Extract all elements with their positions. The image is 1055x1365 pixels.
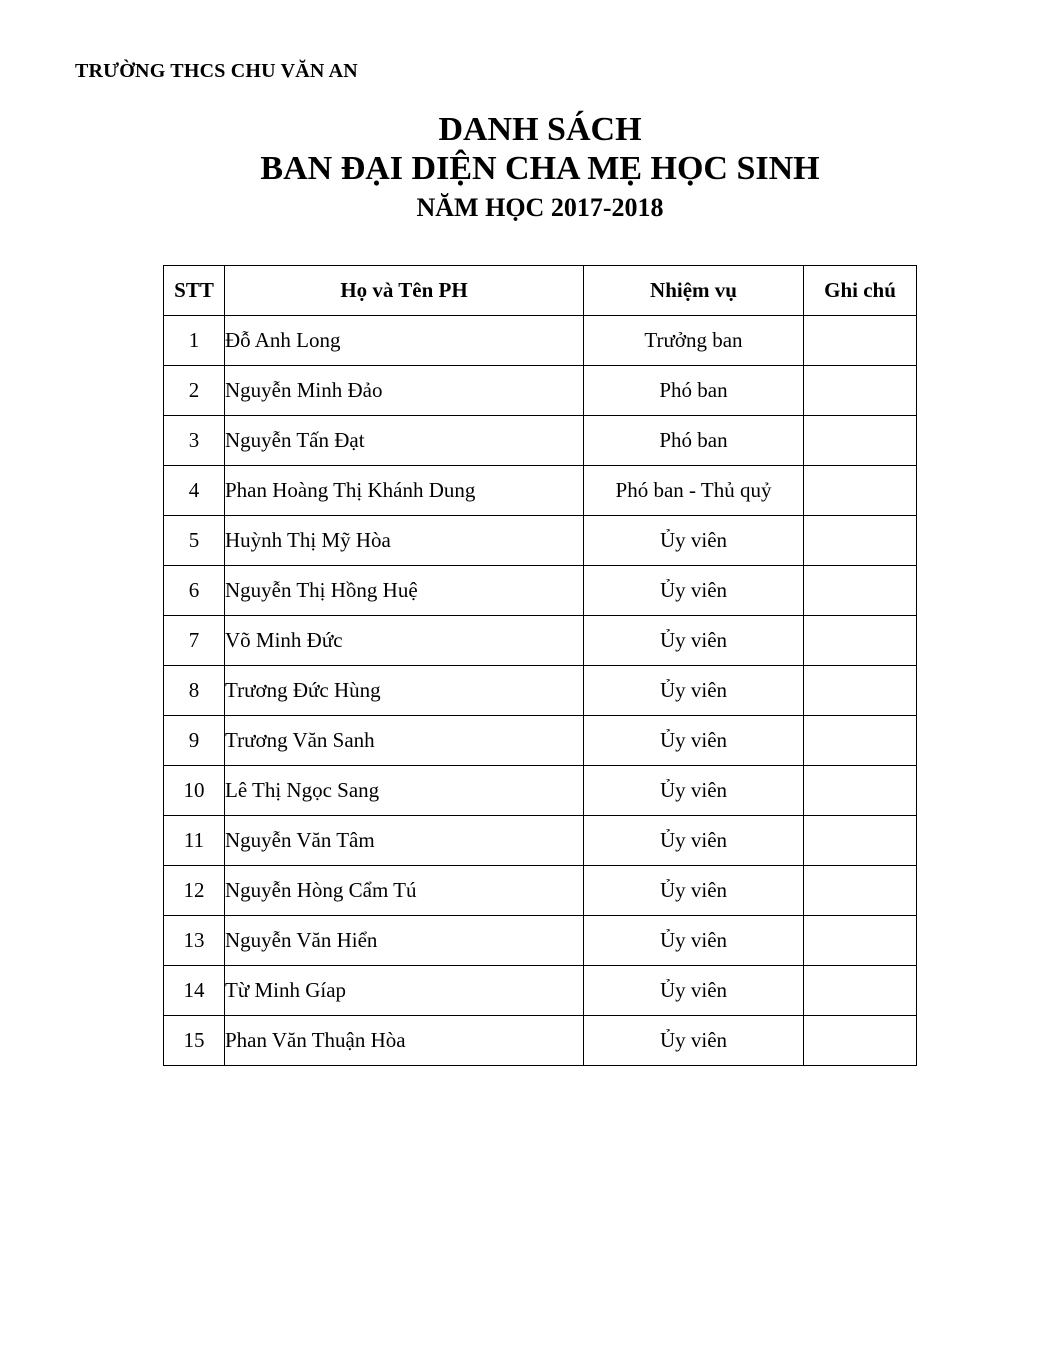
cell-role: Phó ban — [584, 366, 804, 416]
cell-name: Đỗ Anh Long — [225, 316, 584, 366]
cell-stt: 7 — [164, 616, 225, 666]
cell-note — [804, 666, 917, 716]
table-row — [164, 366, 917, 416]
cell-note — [804, 416, 917, 466]
cell-name: Trương Đức Hùng — [225, 666, 584, 716]
cell-stt: 2 — [164, 366, 225, 416]
cell-role: Ủy viên — [584, 916, 804, 966]
cell-role: Trưởng ban — [584, 316, 804, 366]
table-row — [164, 666, 917, 716]
cell-note — [804, 816, 917, 866]
cell-note — [804, 616, 917, 666]
cell-note — [804, 766, 917, 816]
cell-name: Phan Văn Thuận Hòa — [225, 1016, 584, 1066]
table-header-row — [164, 266, 917, 316]
cell-stt: 15 — [164, 1016, 225, 1066]
cell-name: Lê Thị Ngọc Sang — [225, 766, 584, 816]
cell-stt: 13 — [164, 916, 225, 966]
cell-note — [804, 916, 917, 966]
cell-stt: 11 — [164, 816, 225, 866]
cell-name: Nguyễn Tấn Đạt — [225, 416, 584, 466]
table-row — [164, 516, 917, 566]
cell-role: Ủy viên — [584, 616, 804, 666]
column-header-note: Ghi chú — [804, 266, 917, 316]
cell-name: Nguyễn Văn Hiển — [225, 916, 584, 966]
cell-note — [804, 316, 917, 366]
table-row — [164, 716, 917, 766]
cell-name: Phan Hoàng Thị Khánh Dung — [225, 466, 584, 516]
cell-role: Ủy viên — [584, 666, 804, 716]
cell-name: Nguyễn Minh Đảo — [225, 366, 584, 416]
document-subtitle: BAN ĐẠI DIỆN CHA MẸ HỌC SINH — [260, 150, 820, 187]
table-row — [164, 316, 917, 366]
cell-role: Ủy viên — [584, 866, 804, 916]
cell-stt: 1 — [164, 316, 225, 366]
cell-note — [804, 966, 917, 1016]
school-name: TRƯỜNG THCS CHU VĂN AN — [75, 60, 358, 82]
cell-note — [804, 716, 917, 766]
table-row — [164, 816, 917, 866]
cell-name: Trương Văn Sanh — [225, 716, 584, 766]
cell-role: Ủy viên — [584, 816, 804, 866]
cell-stt: 3 — [164, 416, 225, 466]
cell-role: Phó ban - Thủ quỷ — [584, 466, 804, 516]
cell-stt: 8 — [164, 666, 225, 716]
cell-note — [804, 566, 917, 616]
cell-role: Ủy viên — [584, 566, 804, 616]
table-row — [164, 866, 917, 916]
cell-name: Nguyễn Văn Tâm — [225, 816, 584, 866]
school-year: NĂM HỌC 2017-2018 — [416, 193, 664, 222]
table-row — [164, 416, 917, 466]
cell-name: Võ Minh Đức — [225, 616, 584, 666]
cell-stt: 12 — [164, 866, 225, 916]
committee-table — [163, 265, 917, 1066]
cell-note — [804, 516, 917, 566]
cell-role: Ủy viên — [584, 1016, 804, 1066]
cell-stt: 4 — [164, 466, 225, 516]
table-row — [164, 566, 917, 616]
table-row — [164, 766, 917, 816]
column-header-name: Họ và Tên PH — [225, 266, 584, 316]
cell-role: Ủy viên — [584, 766, 804, 816]
cell-note — [804, 466, 917, 516]
cell-name: Nguyễn Thị Hồng Huệ — [225, 566, 584, 616]
column-header-role: Nhiệm vụ — [584, 266, 804, 316]
table-row — [164, 916, 917, 966]
cell-role: Ủy viên — [584, 716, 804, 766]
column-header-stt: STT — [164, 266, 225, 316]
cell-note — [804, 866, 917, 916]
cell-note — [804, 366, 917, 416]
cell-name: Nguyễn Hòng Cẩm Tú — [225, 866, 584, 916]
cell-note — [804, 1016, 917, 1066]
cell-stt: 14 — [164, 966, 225, 1016]
table-row — [164, 616, 917, 666]
cell-role: Ủy viên — [584, 516, 804, 566]
cell-name: Huỳnh Thị Mỹ Hòa — [225, 516, 584, 566]
cell-role: Phó ban — [584, 416, 804, 466]
document-title: DANH SÁCH — [438, 111, 642, 148]
cell-stt: 10 — [164, 766, 225, 816]
table-row — [164, 466, 917, 516]
cell-name: Từ Minh Gíap — [225, 966, 584, 1016]
cell-stt: 6 — [164, 566, 225, 616]
table-row — [164, 966, 917, 1016]
cell-stt: 5 — [164, 516, 225, 566]
cell-stt: 9 — [164, 716, 225, 766]
cell-role: Ủy viên — [584, 966, 804, 1016]
table-row — [164, 1016, 917, 1066]
